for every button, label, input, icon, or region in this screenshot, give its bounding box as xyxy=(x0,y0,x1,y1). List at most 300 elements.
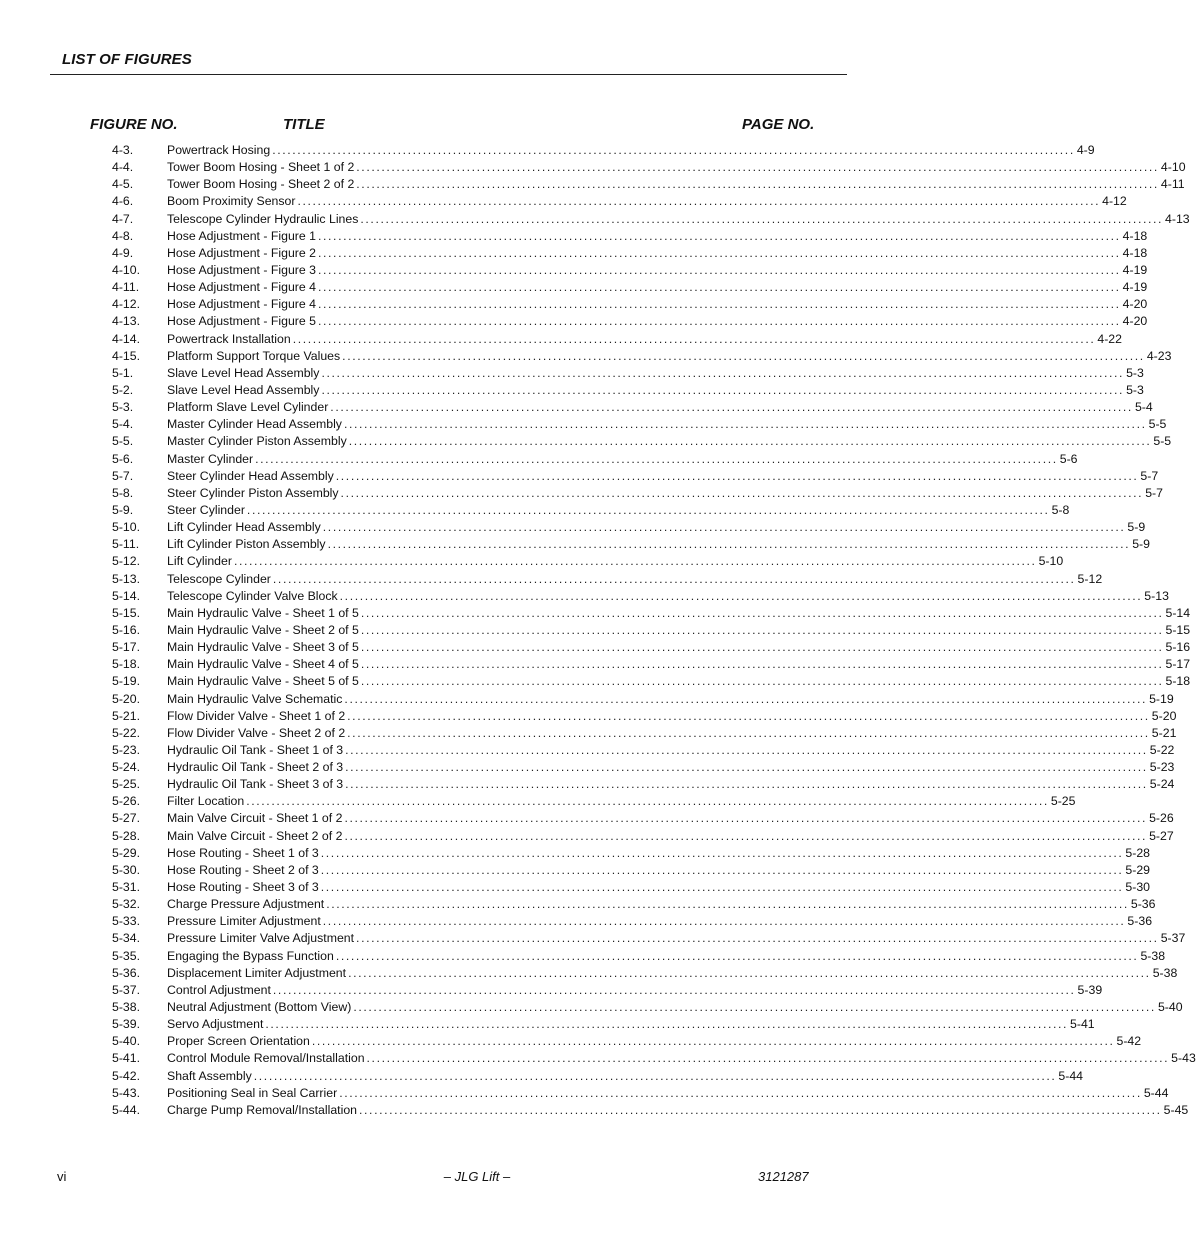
figure-page-number[interactable]: 5-38 xyxy=(1140,948,1166,963)
figure-number: 5-16. xyxy=(112,622,141,637)
list-item[interactable] xyxy=(112,862,1151,879)
figure-page-number[interactable]: 5-19 xyxy=(1149,691,1174,706)
figure-entry xyxy=(167,948,1166,965)
list-item[interactable] xyxy=(112,176,1185,193)
figure-number: 5-13. xyxy=(112,571,141,586)
figure-number: 5-9. xyxy=(112,502,134,517)
list-item[interactable] xyxy=(112,348,1172,365)
figure-number: 5-22. xyxy=(112,725,141,740)
figure-entry xyxy=(167,708,1177,725)
list-item[interactable] xyxy=(112,502,1070,519)
figure-title[interactable]: Hose Adjustment - Figure 4 xyxy=(167,280,316,295)
figure-entry xyxy=(167,879,1151,896)
figure-entry xyxy=(167,279,1148,296)
figure-page-number[interactable]: 4-23 xyxy=(1146,348,1172,363)
figure-page-number[interactable]: 4-12 xyxy=(1102,194,1127,209)
dot-leader: ................................................................................................................................................................ xyxy=(345,760,1148,775)
figure-entry xyxy=(167,193,1127,210)
footer-doc-number: 3121287 xyxy=(758,1169,809,1184)
dot-leader: ................................................................................................................................................................ xyxy=(335,468,1139,483)
figure-page-number[interactable]: 4-18 xyxy=(1122,245,1148,260)
list-item[interactable] xyxy=(112,571,1103,588)
figure-entry xyxy=(167,1033,1142,1050)
figure-title[interactable]: Tower Boom Hosing - Sheet 2 of 2 xyxy=(167,177,355,192)
list-item[interactable] xyxy=(112,279,1148,296)
figure-entry xyxy=(167,348,1172,365)
figure-page-number[interactable]: 5-37 xyxy=(1160,931,1186,946)
list-item[interactable] xyxy=(112,639,1191,656)
dot-leader: ................................................................................................................................................................ xyxy=(340,485,1144,500)
figure-page-number[interactable]: 5-21 xyxy=(1151,725,1177,740)
figure-title[interactable]: Slave Level Head Assembly xyxy=(167,382,320,397)
figure-title[interactable]: Shaft Assembly xyxy=(167,1068,252,1083)
figure-title[interactable]: Charge Pressure Adjustment xyxy=(167,897,325,912)
figure-page-number[interactable]: 4-10 xyxy=(1160,160,1186,175)
figure-number: 4-13. xyxy=(112,314,141,329)
figure-title[interactable]: Main Hydraulic Valve - Sheet 1 of 5 xyxy=(167,605,359,620)
figure-title[interactable]: Hose Adjustment - Figure 2 xyxy=(167,245,316,260)
figure-title[interactable]: Steer Cylinder xyxy=(167,502,245,517)
figure-entry xyxy=(167,999,1183,1016)
figure-entry xyxy=(167,365,1144,382)
figure-title[interactable]: Neutral Adjustment (Bottom View) xyxy=(167,1000,352,1015)
list-item[interactable] xyxy=(112,776,1175,793)
figure-page-number[interactable]: 5-42 xyxy=(1116,1034,1142,1049)
dot-leader: ................................................................................................................................................................ xyxy=(233,554,1037,569)
list-item[interactable] xyxy=(112,245,1148,262)
figure-number: 5-11. xyxy=(112,537,140,552)
list-item[interactable] xyxy=(112,948,1166,965)
list-item[interactable] xyxy=(112,759,1175,776)
figure-page-number[interactable]: 5-22 xyxy=(1149,742,1175,757)
figure-number: 5-4. xyxy=(112,417,134,432)
figure-page-number[interactable]: 5-29 xyxy=(1125,862,1151,877)
figure-page-number[interactable]: 4-11 xyxy=(1160,177,1185,192)
figure-page-number[interactable]: 5-9 xyxy=(1127,520,1146,535)
figure-title[interactable]: Hydraulic Oil Tank - Sheet 2 of 3 xyxy=(167,760,344,775)
figure-title[interactable]: Master Cylinder Head Assembly xyxy=(167,417,342,432)
figure-number: 5-10. xyxy=(112,520,141,535)
list-item[interactable] xyxy=(112,1050,1196,1067)
footer-page-number: vi xyxy=(57,1169,67,1184)
figure-entry xyxy=(167,553,1064,570)
list-item[interactable] xyxy=(112,742,1175,759)
list-item[interactable] xyxy=(112,159,1186,176)
figure-entry xyxy=(167,382,1144,399)
figure-title[interactable]: Proper Screen Orientation xyxy=(167,1034,310,1049)
dot-leader: ................................................................................................................................................................ xyxy=(335,948,1139,963)
figure-page-number[interactable]: 5-10 xyxy=(1038,554,1064,569)
list-item[interactable] xyxy=(112,673,1191,690)
list-item[interactable] xyxy=(112,605,1191,622)
figure-title[interactable]: Powertrack Hosing xyxy=(167,143,271,157)
figure-title[interactable]: Hose Adjustment - Figure 1 xyxy=(167,228,316,243)
figure-page-number[interactable]: 5-9 xyxy=(1132,537,1150,552)
figure-title[interactable]: Telescope Cylinder Hydraulic Lines xyxy=(167,211,359,226)
figure-title[interactable]: Master Cylinder Piston Assembly xyxy=(167,434,347,449)
figure-number: 5-14. xyxy=(112,588,141,603)
figure-page-number[interactable]: 5-38 xyxy=(1152,965,1178,980)
list-item[interactable] xyxy=(112,313,1148,330)
figure-number: 5-6. xyxy=(112,451,134,466)
figure-entry xyxy=(167,605,1191,622)
figure-page-number[interactable]: 5-5 xyxy=(1148,417,1167,432)
figure-page-number[interactable]: 5-6 xyxy=(1059,451,1078,466)
figure-page-number[interactable]: 5-44 xyxy=(1058,1068,1084,1083)
figure-page-number[interactable]: 5-3 xyxy=(1126,365,1144,380)
dot-leader: ................................................................................................................................................................ xyxy=(356,177,1159,192)
figure-entry xyxy=(167,262,1148,279)
figure-entry xyxy=(167,331,1122,348)
dot-leader: ................................................................................................................................................................ xyxy=(327,537,1131,552)
figure-title[interactable]: Displacement Limiter Adjustment xyxy=(167,965,347,980)
dot-leader: ................................................................................................................................................................ xyxy=(320,862,1124,877)
page-header xyxy=(50,48,847,75)
figure-number: 4-6. xyxy=(112,194,134,209)
figure-title[interactable]: Main Hydraulic Valve - Sheet 4 of 5 xyxy=(167,657,359,672)
figure-title[interactable]: Control Module Removal/Installation xyxy=(167,1051,365,1066)
figure-title[interactable]: Hose Adjustment - Figure 3 xyxy=(167,262,316,277)
figure-title[interactable]: Hose Adjustment - Figure 5 xyxy=(167,314,316,329)
figure-page-number[interactable]: 5-23 xyxy=(1149,760,1175,775)
figure-number: 5-43. xyxy=(112,1085,141,1100)
list-item[interactable] xyxy=(112,468,1159,485)
figure-number: 5-38. xyxy=(112,1000,141,1015)
figure-title[interactable]: Tower Boom Hosing - Sheet 1 of 2 xyxy=(167,160,355,175)
figure-entry xyxy=(167,622,1191,639)
figure-page-number[interactable]: 5-12 xyxy=(1077,571,1103,586)
figure-number: 5-36. xyxy=(112,965,141,980)
figure-entry xyxy=(167,1016,1095,1033)
dot-leader: ................................................................................................................................................................ xyxy=(318,280,1121,295)
figure-page-number[interactable]: 5-39 xyxy=(1077,982,1103,997)
dot-leader: ................................................................................................................................................................ xyxy=(360,657,1164,672)
dot-leader: ................................................................................................................................................................ xyxy=(272,143,1075,157)
dot-leader: ................................................................................................................................................................ xyxy=(347,725,1150,740)
figure-entry xyxy=(167,759,1175,776)
list-item[interactable] xyxy=(112,262,1148,279)
figure-page-number[interactable]: 5-40 xyxy=(1157,1000,1183,1015)
dot-leader: ................................................................................................................................................................ xyxy=(318,262,1121,277)
figure-number: 4-5. xyxy=(112,177,134,192)
figure-number: 5-21. xyxy=(112,708,141,723)
figure-entry xyxy=(167,399,1153,416)
figure-title[interactable]: Engaging the Bypass Function xyxy=(167,948,334,963)
list-item[interactable] xyxy=(112,451,1078,468)
figure-entry xyxy=(167,451,1078,468)
dot-leader: ................................................................................................................................................................ xyxy=(359,1102,1162,1117)
dot-leader: ................................................................................................................................................................ xyxy=(356,931,1159,946)
list-item[interactable] xyxy=(112,656,1191,673)
figure-title[interactable]: Positioning Seal in Seal Carrier xyxy=(167,1085,338,1100)
figure-page-number[interactable]: 5-30 xyxy=(1125,880,1151,895)
list-item[interactable] xyxy=(112,793,1076,810)
list-item[interactable] xyxy=(112,622,1191,639)
column-header-title: TITLE xyxy=(283,116,325,133)
figure-entry xyxy=(167,691,1174,708)
figure-entry xyxy=(167,433,1172,450)
figure-page-number[interactable]: 4-19 xyxy=(1122,280,1148,295)
list-item[interactable] xyxy=(112,1033,1142,1050)
figure-title[interactable]: Hose Adjustment - Figure 4 xyxy=(167,297,316,312)
dot-leader: ................................................................................................................................................................ xyxy=(330,400,1133,415)
figure-number: 5-42. xyxy=(112,1068,141,1083)
figure-entry xyxy=(167,519,1146,536)
figure-number: 5-17. xyxy=(112,640,141,655)
figure-page-number[interactable]: 5-13 xyxy=(1144,588,1169,603)
list-item[interactable] xyxy=(112,416,1167,433)
figure-number: 5-40. xyxy=(112,1034,141,1049)
figure-entry xyxy=(167,776,1175,793)
figure-page-number[interactable]: 5-28 xyxy=(1125,845,1151,860)
list-item[interactable] xyxy=(112,828,1174,845)
figure-page-number[interactable]: 5-36 xyxy=(1127,914,1153,929)
list-item[interactable] xyxy=(112,519,1146,536)
figure-entry xyxy=(167,1085,1169,1102)
figure-number: 4-12. xyxy=(112,297,141,312)
dot-leader: ................................................................................................................................................................ xyxy=(360,605,1164,620)
figure-entry xyxy=(167,245,1148,262)
list-item[interactable] xyxy=(112,142,1095,159)
figure-entry xyxy=(167,1050,1196,1067)
figure-page-number[interactable]: 5-36 xyxy=(1130,897,1156,912)
figure-entry xyxy=(167,536,1150,553)
figure-title[interactable]: Main Hydraulic Valve - Sheet 3 of 5 xyxy=(167,640,359,655)
figure-number: 5-2. xyxy=(112,382,134,397)
figure-page-number[interactable]: 4-22 xyxy=(1097,331,1122,346)
figure-page-number[interactable]: 5-16 xyxy=(1165,640,1191,655)
figure-entry xyxy=(167,965,1178,982)
list-item[interactable] xyxy=(112,1085,1169,1102)
figure-title[interactable]: Lift Cylinder Piston Assembly xyxy=(167,537,326,552)
dot-leader: ................................................................................................................................................................ xyxy=(318,245,1121,260)
figure-entry xyxy=(167,828,1174,845)
figure-page-number[interactable]: 5-25 xyxy=(1050,794,1076,809)
dot-leader: ................................................................................................................................................................ xyxy=(322,914,1126,929)
figure-page-number[interactable]: 5-4 xyxy=(1134,400,1153,415)
list-item[interactable] xyxy=(112,228,1148,245)
list-item[interactable] xyxy=(112,485,1163,502)
list-item[interactable] xyxy=(112,433,1172,450)
list-item[interactable] xyxy=(112,708,1177,725)
figure-number: 5-27. xyxy=(112,811,141,826)
list-item[interactable] xyxy=(112,725,1177,742)
dot-leader: ................................................................................................................................................................ xyxy=(366,1051,1170,1066)
list-item[interactable] xyxy=(112,193,1127,210)
dot-leader: ................................................................................................................................................................ xyxy=(344,811,1148,826)
figure-number: 5-26. xyxy=(112,794,141,809)
figure-entry xyxy=(167,211,1190,228)
figure-title[interactable]: Servo Adjustment xyxy=(167,1017,264,1032)
list-item[interactable] xyxy=(112,1102,1189,1119)
figure-page-number[interactable]: 5-3 xyxy=(1126,382,1144,397)
dot-leader: ................................................................................................................................................................ xyxy=(360,622,1164,637)
figure-title[interactable]: Hose Routing - Sheet 2 of 3 xyxy=(167,862,319,877)
figure-page-number[interactable]: 5-41 xyxy=(1070,1017,1095,1032)
figure-title[interactable]: Master Cylinder xyxy=(167,451,254,466)
list-item[interactable] xyxy=(112,331,1122,348)
figure-number: 5-7. xyxy=(112,468,134,483)
dot-leader: ................................................................................................................................................................ xyxy=(356,160,1159,175)
figure-entry xyxy=(167,742,1175,759)
list-item[interactable] xyxy=(112,982,1103,999)
figure-page-number[interactable]: 4-19 xyxy=(1122,262,1148,277)
dot-leader: ................................................................................................................................................................ xyxy=(345,742,1148,757)
figure-number: 5-35. xyxy=(112,948,141,963)
dot-leader: ................................................................................................................................................................ xyxy=(272,571,1076,586)
figure-number: 5-32. xyxy=(112,897,141,912)
figure-page-number[interactable]: 5-18 xyxy=(1165,674,1191,689)
list-item[interactable] xyxy=(112,382,1144,399)
figure-number: 4-9. xyxy=(112,245,134,260)
figure-title[interactable]: Slave Level Head Assembly xyxy=(167,365,320,380)
list-item[interactable] xyxy=(112,913,1153,930)
list-item[interactable] xyxy=(112,930,1186,947)
figure-entry xyxy=(167,896,1156,913)
dot-leader: ................................................................................................................................................................ xyxy=(360,211,1164,226)
figure-page-number[interactable]: 5-7 xyxy=(1140,468,1159,483)
figure-entry xyxy=(167,228,1148,245)
list-item[interactable] xyxy=(112,1068,1084,1085)
figure-number: 4-10. xyxy=(112,262,141,277)
figure-page-number[interactable]: 5-43 xyxy=(1171,1051,1196,1066)
dot-leader: ................................................................................................................................................................ xyxy=(360,674,1164,689)
list-item[interactable] xyxy=(112,553,1064,570)
figure-page-number[interactable]: 4-20 xyxy=(1122,297,1148,312)
figure-page-number[interactable]: 4-13 xyxy=(1165,211,1190,226)
dot-leader: ................................................................................................................................................................ xyxy=(348,434,1152,449)
figure-number: 5-24. xyxy=(112,760,141,775)
figure-title[interactable]: Telescope Cylinder Valve Block xyxy=(167,588,338,603)
page-title: LIST OF FIGURES xyxy=(62,51,192,68)
column-header-figure-no: FIGURE NO. xyxy=(90,116,178,133)
figure-entry xyxy=(167,159,1186,176)
figure-page-number[interactable]: 4-20 xyxy=(1122,314,1148,329)
figure-title[interactable]: Main Hydraulic Valve - Sheet 2 of 5 xyxy=(167,622,359,637)
figure-title[interactable]: Platform Slave Level Cylinder xyxy=(167,400,329,415)
list-item[interactable] xyxy=(112,896,1156,913)
figure-entry xyxy=(167,673,1191,690)
figure-title[interactable]: Lift Cylinder xyxy=(167,554,232,569)
figure-number: 5-15. xyxy=(112,605,141,620)
figure-title[interactable]: Main Valve Circuit - Sheet 2 of 2 xyxy=(167,828,343,843)
list-item[interactable] xyxy=(112,211,1190,228)
figure-title[interactable]: Telescope Cylinder xyxy=(167,571,271,586)
figure-page-number[interactable]: 5-24 xyxy=(1149,777,1175,792)
figure-page-number[interactable]: 5-5 xyxy=(1153,434,1172,449)
figure-title[interactable]: Pressure Limiter Adjustment xyxy=(167,914,321,929)
figure-entry xyxy=(167,845,1151,862)
figure-page-number[interactable]: 5-44 xyxy=(1143,1085,1169,1100)
list-item[interactable] xyxy=(112,365,1144,382)
list-item[interactable] xyxy=(112,965,1178,982)
figure-entry xyxy=(167,639,1191,656)
figure-number: 5-8. xyxy=(112,485,134,500)
figure-title[interactable]: Main Hydraulic Valve Schematic xyxy=(167,691,343,706)
list-item[interactable] xyxy=(112,845,1151,862)
figure-title[interactable]: Lift Cylinder Head Assembly xyxy=(167,520,321,535)
figure-page-number[interactable]: 5-27 xyxy=(1149,828,1174,843)
dot-leader: ................................................................................................................................................................ xyxy=(311,1034,1115,1049)
figure-title[interactable]: Hose Routing - Sheet 3 of 3 xyxy=(167,880,319,895)
figure-number: 5-44. xyxy=(112,1102,141,1117)
figure-number: 4-4. xyxy=(112,160,134,175)
dot-leader: ................................................................................................................................................................ xyxy=(255,451,1058,466)
dot-leader: ................................................................................................................................................................ xyxy=(343,417,1147,432)
figure-title[interactable]: Filter Location xyxy=(167,794,245,809)
figure-number: 5-29. xyxy=(112,845,141,860)
list-item[interactable] xyxy=(112,1016,1095,1033)
figure-page-number[interactable]: 5-20 xyxy=(1151,708,1177,723)
figure-number: 5-18. xyxy=(112,657,141,672)
figure-entry xyxy=(167,862,1151,879)
figure-title[interactable]: Control Adjustment xyxy=(167,982,271,997)
dot-leader: ................................................................................................................................................................ xyxy=(344,828,1148,843)
figure-page-number[interactable]: 5-8 xyxy=(1051,502,1070,517)
dot-leader: ................................................................................................................................................................ xyxy=(320,880,1124,895)
figure-page-number[interactable]: 5-26 xyxy=(1149,811,1174,826)
list-item[interactable] xyxy=(112,536,1150,553)
figure-title[interactable]: Hose Routing - Sheet 1 of 3 xyxy=(167,845,319,860)
figure-page-number[interactable]: 5-7 xyxy=(1145,485,1163,500)
figure-title[interactable]: Pressure Limiter Valve Adjustment xyxy=(167,931,355,946)
figure-title[interactable]: Steer Cylinder Piston Assembly xyxy=(167,485,339,500)
figure-entry xyxy=(167,313,1148,330)
figure-page-number[interactable]: 4-18 xyxy=(1122,228,1148,243)
list-item[interactable] xyxy=(112,296,1148,313)
figure-title[interactable]: Boom Proximity Sensor xyxy=(167,194,296,209)
figure-number: 5-31. xyxy=(112,880,141,895)
footer-brand: – JLG Lift – xyxy=(443,1169,511,1184)
figure-title[interactable]: Flow Divider Valve - Sheet 1 of 2 xyxy=(167,708,346,723)
figure-page-number[interactable]: 4-9 xyxy=(1076,143,1095,157)
figure-entry xyxy=(167,296,1148,313)
figure-entry xyxy=(167,1068,1084,1085)
figure-title[interactable]: Flow Divider Valve - Sheet 2 of 2 xyxy=(167,725,346,740)
dot-leader: ................................................................................................................................................................ xyxy=(342,348,1145,363)
figure-page-number[interactable]: 5-17 xyxy=(1165,657,1191,672)
list-item[interactable] xyxy=(112,588,1169,605)
figure-title[interactable]: Steer Cylinder Head Assembly xyxy=(167,468,334,483)
figure-number: 5-19. xyxy=(112,674,141,689)
dot-leader: ................................................................................................................................................................ xyxy=(353,1000,1156,1015)
dot-leader: ................................................................................................................................................................ xyxy=(322,520,1126,535)
figure-entry xyxy=(167,793,1076,810)
dot-leader: ................................................................................................................................................................ xyxy=(360,640,1164,655)
figure-title[interactable]: Hydraulic Oil Tank - Sheet 3 of 3 xyxy=(167,777,344,792)
list-item[interactable] xyxy=(112,810,1174,827)
list-item[interactable] xyxy=(112,999,1183,1016)
figure-title[interactable]: Main Valve Circuit - Sheet 1 of 2 xyxy=(167,811,343,826)
figure-title[interactable]: Hydraulic Oil Tank - Sheet 1 of 3 xyxy=(167,742,344,757)
figure-title[interactable]: Main Hydraulic Valve - Sheet 5 of 5 xyxy=(167,674,359,689)
figure-number: 5-41. xyxy=(112,1051,141,1066)
list-item[interactable] xyxy=(112,399,1153,416)
figure-number: 5-25. xyxy=(112,777,141,792)
figure-page-number[interactable]: 5-14 xyxy=(1165,605,1191,620)
figure-page-number[interactable]: 5-45 xyxy=(1163,1102,1189,1117)
dot-leader: ................................................................................................................................................................ xyxy=(318,297,1121,312)
figure-title[interactable]: Charge Pump Removal/Installation xyxy=(167,1102,358,1117)
list-item[interactable] xyxy=(112,691,1174,708)
dot-leader: ................................................................................................................................................................ xyxy=(320,845,1124,860)
figure-title[interactable]: Powertrack Installation xyxy=(167,331,291,346)
list-item[interactable] xyxy=(112,879,1151,896)
figure-title[interactable]: Platform Support Torque Values xyxy=(167,348,341,363)
figure-list xyxy=(112,142,1196,1119)
figure-page-number[interactable]: 5-15 xyxy=(1165,622,1191,637)
figure-entry xyxy=(167,982,1103,999)
